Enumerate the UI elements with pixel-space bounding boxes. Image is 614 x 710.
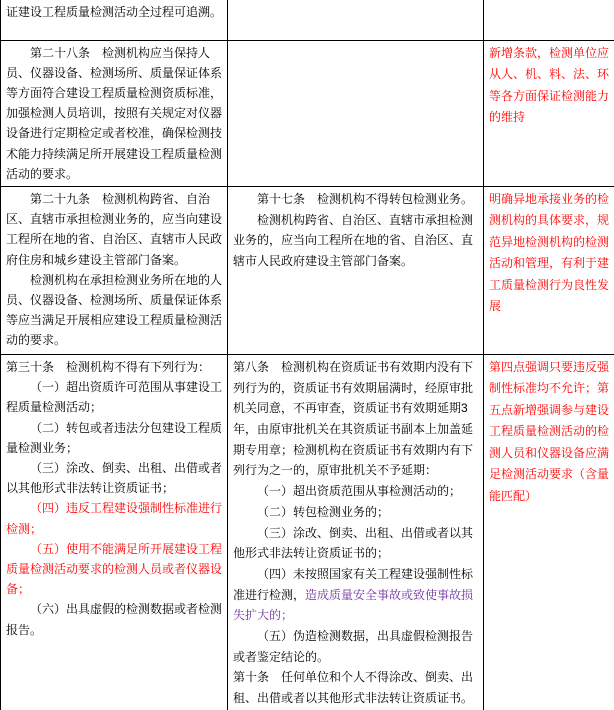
new-regulation-cell [1, 0, 228, 40]
text-segment: （四）未按照国家有关工程建设强制性标准进行检测， [233, 566, 474, 602]
paragraph [489, 189, 609, 318]
paragraph [6, 2, 222, 22]
existing-regulation-cell [228, 354, 484, 710]
paragraph [233, 357, 478, 481]
paragraph [6, 377, 222, 417]
text-segment: （四）违反工程建设强制性标准进行检测； [6, 501, 223, 536]
text-segment: 第十七条 检测机构不得转包检测业务。 [257, 191, 474, 206]
text-segment: 第四点强调只要违反强制性标准均不允许；第五点新增强调参与建设工程质量检测活动的检测人员和仪器设备应满足检测活动要求（含量能匹配） [489, 359, 610, 503]
paragraph [233, 502, 478, 523]
paragraph [233, 667, 478, 708]
table-row [1, 40, 614, 186]
new-regulation-cell [1, 40, 228, 186]
paragraph [489, 43, 609, 129]
text-segment: 第十条 任何单位和个人不得涂改、倒卖、出租、出借或者以其他形式非法转让资质证书。 [233, 670, 474, 706]
text-segment: 明确异地承接业务的检测机构的具体要求，规范异地检测机构的检测活动和管理，有利于建工质量检测行为良性发展 [489, 191, 610, 314]
text-segment: 第二十九条 检测机构跨省、自治区、直辖市承担检测业务的，应当向建设工程所在地的省、自治区、直辖市人民政府住房和城乡建设主管部门备案。 [6, 191, 223, 267]
text-segment: 造成质量安全事故或致使事故损失扩大的； [233, 587, 474, 623]
paragraph [233, 481, 478, 502]
comment-cell [484, 186, 614, 354]
text-segment: （五）使用不能满足所开展建设工程质量检测活动要求的检测人员或者仪器设备； [6, 541, 223, 597]
paragraph [6, 43, 222, 184]
paragraph [6, 270, 222, 351]
comment-cell [484, 40, 614, 186]
text-segment: （一）超出资质许可范围从事建设工程质量检测活动； [6, 380, 223, 415]
paragraph [233, 564, 478, 626]
text-segment: （六）出具虚假的检测数据或者检测报告。 [6, 602, 223, 637]
table-row [1, 354, 614, 710]
text-segment: 证建设工程质量检测活动全过程可追溯。 [6, 5, 223, 19]
paragraph [233, 626, 478, 667]
new-regulation-cell [1, 186, 228, 354]
text-segment: 检测机构在承担检测业务所在地的人员、仪器设备、检测场所、质量保证体系等应当满足开展相应建设工程质量检测活动的要求。 [6, 272, 223, 348]
text-segment: （三）涂改、倒卖、出租、出借或者以其他形式非法转让资质证书； [6, 460, 223, 496]
text-segment: （五）伪造检测数据，出具虚假检测报告或者鉴定结论的。 [233, 629, 474, 664]
text-segment: 第三十条 检测机构不得有下列行为： [6, 359, 211, 374]
table-row [1, 0, 614, 40]
text-segment: 第二十八条 检测机构应当保持人员、仪器设备、检测场所、质量保证体系等方面符合建设工程质量检测资质标准，加强检测人员培训，按照有关规定对仪器设备进行定期检定或者校准，确保检测技术能力持续满足所开展建设工程质量检测活动的要求。 [6, 45, 223, 181]
existing-regulation-cell [228, 40, 484, 186]
comment-cell [484, 354, 614, 710]
comment-cell [484, 0, 614, 40]
table-row [1, 186, 614, 354]
text-segment: （二）转包或者违法分包建设工程质量检测业务； [6, 420, 223, 455]
paragraph [233, 189, 478, 210]
paragraph [6, 498, 222, 538]
text-segment: （一）超出资质范围从事检测活动的； [257, 484, 462, 499]
existing-regulation-cell [228, 186, 484, 354]
text-segment: 检测机构跨省、自治区、直辖市承担检测业务的，应当向工程所在地的省、自治区、直辖市人民政府建设主管部门备案。 [233, 212, 474, 269]
paragraph [6, 189, 222, 270]
text-segment: （三）涂改、倒卖、出租、出借或者以其他形式非法转让资质证书的； [233, 525, 474, 561]
paragraph [6, 357, 222, 377]
existing-regulation-cell [228, 0, 484, 40]
paragraph [6, 539, 222, 600]
text-segment: 新增条款，检测单位应从人、机、料、法、环等各方面保证检测能力的维持 [489, 45, 610, 124]
paragraph [489, 357, 609, 508]
new-regulation-cell [1, 354, 228, 710]
text-segment: 第八条 检测机构在资质证书有效期内没有下列行为的，资质证书有效期届满时，经原审批机关同意，不再审查，资质证书有效期延期3年，由原审批机关在其资质证书副本上加盖延期专用章；检测机构在资质证书有效期内有下列行为之一的，原审批机关不予延期： [233, 359, 474, 478]
paragraph [6, 418, 222, 458]
paragraph [233, 523, 478, 564]
paragraph [6, 458, 222, 498]
text-segment: （二）转包检测业务的； [257, 504, 390, 519]
paragraph [6, 599, 222, 639]
paragraph [233, 210, 478, 272]
